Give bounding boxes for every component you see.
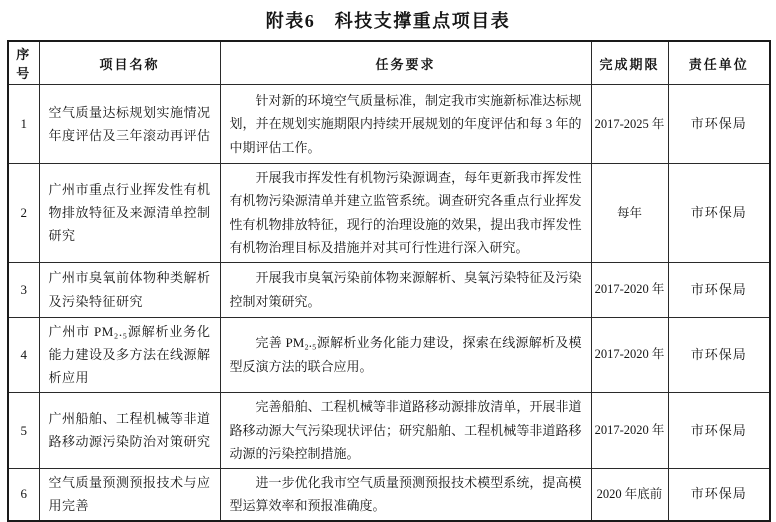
cell-unit: 市环保局 — [668, 392, 770, 468]
cell-deadline: 2017-2020 年 — [591, 392, 668, 468]
table-row — [8, 164, 770, 263]
cell-deadline: 2020 年底前 — [591, 468, 668, 520]
header-cell-task: 任务要求 — [220, 41, 591, 85]
cell-deadline: 2017-2020 年 — [591, 317, 668, 392]
cell-project-name: 广州船舶、工程机械等非道路移动源污染防治对策研究 — [39, 392, 220, 468]
cell-task: 进一步优化我市空气质量预测预报技术模型系统，提高模型运算效率和预报准确度。 — [220, 468, 591, 520]
table-header-row — [8, 41, 770, 85]
cell-project-name: 广州市臭氧前体物种类解析及污染特征研究 — [39, 262, 220, 317]
cell-unit: 市环保局 — [668, 317, 770, 392]
cell-task: 完善船舶、工程机械等非道路移动源排放清单，开展非道路移动源大气污染现状评估；研究船舶、工程机械等非道路移动源的污染控制措施。 — [220, 392, 591, 468]
cell-task: 针对新的环境空气质量标准，制定我市实施新标准达标规划，并在规划实施期限内持续开展规划的年度评估和每 3 年的中期评估工作。 — [220, 85, 591, 164]
cell-no: 5 — [8, 392, 39, 468]
cell-unit: 市环保局 — [668, 468, 770, 520]
table-row — [8, 392, 770, 468]
cell-task: 开展我市臭氧污染前体物来源解析、臭氧污染特征及污染控制对策研究。 — [220, 262, 591, 317]
header-cell-deadline: 完成期限 — [591, 41, 668, 85]
cell-project-name: 广州市 PM₂.₅源解析业务化能力建设及多方法在线源解析应用 — [39, 317, 220, 392]
cell-deadline: 2017-2025 年 — [591, 85, 668, 164]
cell-no: 6 — [8, 468, 39, 520]
cell-task: 开展我市挥发性有机物污染源调查，每年更新我市挥发性有机物污染源清单并建立监管系统。调查研究各重点行业挥发性有机物排放特征，现行的治理设施的效果，提出我市挥发性有机物治理目标及措施并对其可行性进行深入研究。 — [220, 164, 591, 263]
page-title: 附表6 科技支撑重点项目表 — [265, 11, 511, 31]
cell-no: 4 — [8, 317, 39, 392]
header-cell-unit: 责任单位 — [668, 41, 770, 85]
header-cell-project-name: 项目名称 — [39, 41, 220, 85]
cell-no: 2 — [8, 164, 39, 263]
table-row — [8, 85, 770, 164]
cell-unit: 市环保局 — [668, 164, 770, 263]
cell-no: 3 — [8, 262, 39, 317]
projects-table — [7, 40, 771, 522]
table-row — [8, 317, 770, 392]
cell-unit: 市环保局 — [668, 262, 770, 317]
table-row — [8, 468, 770, 520]
cell-project-name: 空气质量达标规划实施情况年度评估及三年滚动再评估 — [39, 85, 220, 164]
cell-project-name: 广州市重点行业挥发性有机物排放特征及来源清单控制研究 — [39, 164, 220, 263]
cell-no: 1 — [8, 85, 39, 164]
cell-project-name: 空气质量预测预报技术与应用完善 — [39, 468, 220, 520]
table-row — [8, 262, 770, 317]
cell-deadline: 每年 — [591, 164, 668, 263]
cell-unit: 市环保局 — [668, 85, 770, 164]
header-cell-no: 序号 — [8, 41, 39, 85]
cell-task: 完善 PM₂.₅源解析业务化能力建设，探索在线源解析及模型反演方法的联合应用。 — [220, 317, 591, 392]
cell-deadline: 2017-2020 年 — [591, 262, 668, 317]
